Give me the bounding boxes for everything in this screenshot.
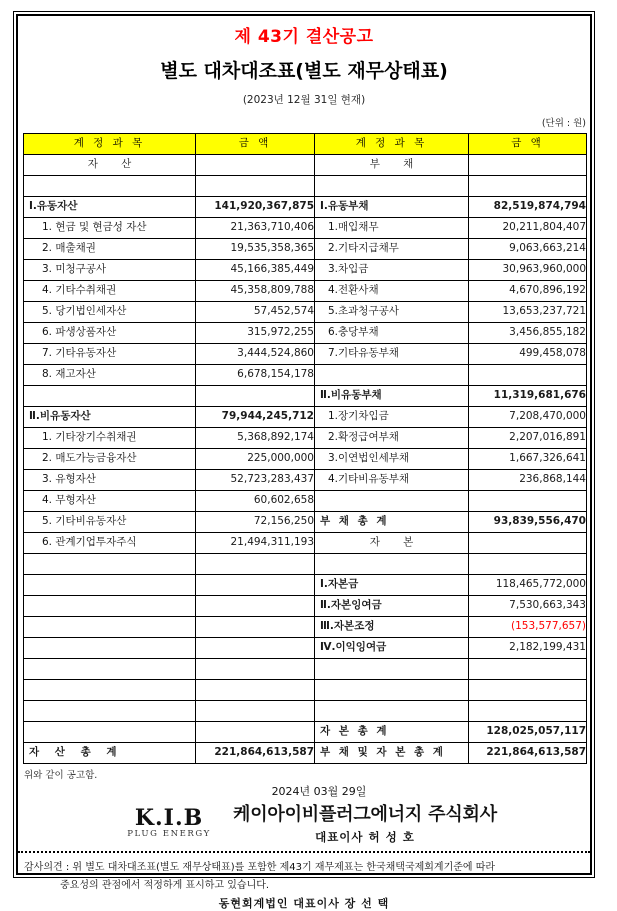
liability-amount: 236,868,144 [469, 470, 587, 491]
spacer-cell [24, 176, 196, 197]
liability-section-title: 자 본 [315, 533, 469, 554]
asset-account-label: 5. 당기법인세자산 [24, 302, 196, 323]
spacer-cell [315, 365, 469, 386]
table-row [24, 176, 587, 197]
spacer-cell [24, 638, 196, 659]
table-row [24, 344, 587, 365]
asset-account-label: 4. 기타수취채권 [24, 281, 196, 302]
asset-amount: 45,358,809,788 [196, 281, 315, 302]
spacer-cell [196, 386, 315, 407]
spacer-cell [196, 701, 315, 722]
liability-amount: 93,839,556,470 [469, 512, 587, 533]
spacer-cell [24, 596, 196, 617]
liability-account-label: 6.충당부채 [315, 323, 469, 344]
asset-amount: 21,494,311,193 [196, 533, 315, 554]
page-subtitle: 별도 대차대조표(별도 재무상태표) [160, 60, 448, 82]
spacer-cell [469, 701, 587, 722]
asset-account-label: 5. 기타비유동자산 [24, 512, 196, 533]
spacer-cell [469, 491, 587, 512]
asset-account-label: 8. 재고자산 [24, 365, 196, 386]
logo-tagline: PLUG ENERGY [127, 828, 211, 839]
spacer-cell [469, 680, 587, 701]
asset-account-label: 4. 무형자산 [24, 491, 196, 512]
asset-amount: 5,368,892,174 [196, 428, 315, 449]
spacer-cell [24, 701, 196, 722]
table-row [24, 659, 587, 680]
asset-amount: 72,156,250 [196, 512, 315, 533]
liability-amount: 13,653,237,721 [469, 302, 587, 323]
liability-account-label: 5.초과청구공사 [315, 302, 469, 323]
spacer-cell [196, 680, 315, 701]
table-row [24, 407, 587, 428]
table-row [24, 449, 587, 470]
report-date: (2023년 12월 31일 현재) [242, 94, 366, 106]
liability-account-label: 3.이연법인세부채 [315, 449, 469, 470]
table-row [24, 470, 587, 491]
unit-note: (단위 : 원) [541, 118, 586, 129]
table-row [24, 239, 587, 260]
asset-account-label: 1. 기타장기수취채권 [24, 428, 196, 449]
liability-amount: 82,519,874,794 [469, 197, 587, 218]
liability-total-label: 자 본 총 계 [315, 722, 469, 743]
liability-amount: (153,577,657) [469, 617, 587, 638]
spacer-cell [24, 554, 196, 575]
liability-amount: 128,025,057,117 [469, 722, 587, 743]
spacer-cell [196, 554, 315, 575]
spacer-cell [469, 659, 587, 680]
asset-amount: 141,920,367,875 [196, 197, 315, 218]
table-row [24, 197, 587, 218]
spacer-cell [24, 575, 196, 596]
liability-account-label: 4.기타비유동부채 [315, 470, 469, 491]
spacer-cell [24, 680, 196, 701]
asset-account-label: 7. 기타유동자산 [24, 344, 196, 365]
grand-total-row [24, 743, 587, 764]
asset-amount: 19,535,358,365 [196, 239, 315, 260]
page-title: 제 43기 결산공고 [234, 27, 374, 47]
table-row [24, 638, 587, 659]
liability-amount: 2,182,199,431 [469, 638, 587, 659]
auditor-name: 동현회계법인 대표이사 장 선 택 [218, 897, 390, 910]
table-row [24, 260, 587, 281]
spacer-cell [315, 554, 469, 575]
spacer-cell [196, 617, 315, 638]
asset-account-label: 6. 파생상품자산 [24, 323, 196, 344]
spacer-cell [196, 638, 315, 659]
liability-account-label: Ⅰ.유동부채 [315, 197, 469, 218]
liability-account-label: Ⅱ.자본잉여금 [315, 596, 469, 617]
document-content [18, 14, 590, 910]
column-header-account-right: 계 정 과 목 [315, 134, 469, 155]
spacer-cell [469, 554, 587, 575]
asset-amount: 45,166,385,449 [196, 260, 315, 281]
asset-amount: 225,000,000 [196, 449, 315, 470]
table-row [24, 596, 587, 617]
liability-total-label: 부 채 총 계 [315, 512, 469, 533]
table-row [24, 701, 587, 722]
table-row [24, 722, 587, 743]
spacer-cell [196, 176, 315, 197]
spacer-cell [315, 701, 469, 722]
company-name: 케이아이비플러그에너지 주식회사 [233, 804, 497, 825]
notice-text: 위와 같이 공고함. [24, 770, 98, 781]
company-signature-row [18, 800, 590, 845]
asset-account-label: Ⅱ.비유동자산 [24, 407, 196, 428]
spacer-cell [469, 365, 587, 386]
column-header-account-left: 계 정 과 목 [24, 134, 196, 155]
liability-account-label: 7.기타유동부채 [315, 344, 469, 365]
liability-account-label: 1.장기차입금 [315, 407, 469, 428]
table-row [24, 155, 587, 176]
liability-account-label: 3.차입금 [315, 260, 469, 281]
liability-amount: 7,208,470,000 [469, 407, 587, 428]
table-row [24, 554, 587, 575]
asset-amount: 60,602,658 [196, 491, 315, 512]
spacer-cell [196, 155, 315, 176]
spacer-cell [469, 533, 587, 554]
spacer-cell [469, 176, 587, 197]
table-row [24, 281, 587, 302]
table-row [24, 617, 587, 638]
asset-amount: 79,944,245,712 [196, 407, 315, 428]
table-row [24, 533, 587, 554]
asset-account-label: 1. 현금 및 현금성 자산 [24, 218, 196, 239]
spacer-cell [315, 680, 469, 701]
spacer-cell [315, 176, 469, 197]
liability-amount: 30,963,960,000 [469, 260, 587, 281]
asset-account-label: 2. 매도가능금융자산 [24, 449, 196, 470]
liability-account-label: Ⅱ.비유동부채 [315, 386, 469, 407]
spacer-cell [315, 491, 469, 512]
spacer-cell [24, 659, 196, 680]
asset-account-label: 3. 미청구공사 [24, 260, 196, 281]
column-header-amount-right: 금 액 [469, 134, 587, 155]
audit-opinion-line-1: 감사의견 : 위 별도 대차대조표(별도 재무상태표)를 포함한 제43기 재무제표는 한국채택국제회계기준에 따라 [24, 862, 496, 873]
liability-account-label: Ⅲ.자본조정 [315, 617, 469, 638]
spacer-cell [24, 722, 196, 743]
liability-amount: 118,465,772,000 [469, 575, 587, 596]
column-header-amount-left: 금 액 [196, 134, 315, 155]
asset-amount: 315,972,255 [196, 323, 315, 344]
liability-amount: 2,207,016,891 [469, 428, 587, 449]
asset-amount: 52,723,283,437 [196, 470, 315, 491]
table-row [24, 218, 587, 239]
assets-total-amount: 221,864,613,587 [196, 743, 315, 764]
asset-account-label: 6. 관계기업투자주식 [24, 533, 196, 554]
balance-sheet-table [23, 133, 587, 764]
balance-sheet-body [24, 155, 587, 764]
table-header-row [24, 134, 587, 155]
liability-account-label: 2.확정급여부채 [315, 428, 469, 449]
liability-account-label: 2.기타지급채무 [315, 239, 469, 260]
liability-account-label: Ⅳ.이익잉여금 [315, 638, 469, 659]
spacer-cell [196, 596, 315, 617]
balance-sheet-wrap [18, 133, 590, 764]
logo-wordmark: K.I.B [134, 804, 204, 831]
liability-amount: 20,211,804,407 [469, 218, 587, 239]
table-row [24, 365, 587, 386]
asset-account-label: 3. 유형자산 [24, 470, 196, 491]
table-row [24, 512, 587, 533]
table-row [24, 302, 587, 323]
liability-account-label: 4.전환사채 [315, 281, 469, 302]
spacer-cell [196, 575, 315, 596]
audit-opinion-line-2: 중요성의 관점에서 적정하게 표시하고 있습니다. [60, 880, 270, 891]
liability-amount: 4,670,896,192 [469, 281, 587, 302]
liabilities-equity-total-label: 부 채 및 자 본 총 계 [315, 743, 469, 764]
asset-amount: 3,444,524,860 [196, 344, 315, 365]
liability-amount: 3,456,855,182 [469, 323, 587, 344]
asset-amount: 6,678,154,178 [196, 365, 315, 386]
asset-section-title: 자 산 [24, 155, 196, 176]
spacer-cell [315, 659, 469, 680]
table-row [24, 575, 587, 596]
spacer-cell [24, 617, 196, 638]
liability-account-label: Ⅰ.자본금 [315, 575, 469, 596]
table-row [24, 680, 587, 701]
audit-opinion-box [18, 851, 590, 911]
spacer-cell [24, 386, 196, 407]
liability-amount: 11,319,681,676 [469, 386, 587, 407]
table-row [24, 428, 587, 449]
liability-section-title: 부 채 [315, 155, 469, 176]
assets-total-label: 자 산 총 계 [24, 743, 196, 764]
table-row [24, 323, 587, 344]
spacer-cell [469, 155, 587, 176]
table-row [24, 386, 587, 407]
table-row [24, 491, 587, 512]
signature-date: 2024년 03월 29일 [271, 785, 367, 798]
asset-account-label: Ⅰ.유동자산 [24, 197, 196, 218]
spacer-cell [196, 659, 315, 680]
asset-amount: 57,452,574 [196, 302, 315, 323]
asset-amount: 21,363,710,406 [196, 218, 315, 239]
liability-amount: 7,530,663,343 [469, 596, 587, 617]
liability-account-label: 1.매입채무 [315, 218, 469, 239]
ceo-name: 대표이사 허 성 호 [315, 830, 415, 844]
liability-amount: 1,667,326,641 [469, 449, 587, 470]
asset-account-label: 2. 매출채권 [24, 239, 196, 260]
liabilities-equity-total-amount: 221,864,613,587 [469, 743, 587, 764]
liability-amount: 9,063,663,214 [469, 239, 587, 260]
kib-logo [111, 804, 227, 839]
spacer-cell [196, 722, 315, 743]
liability-amount: 499,458,078 [469, 344, 587, 365]
company-block [233, 800, 497, 845]
